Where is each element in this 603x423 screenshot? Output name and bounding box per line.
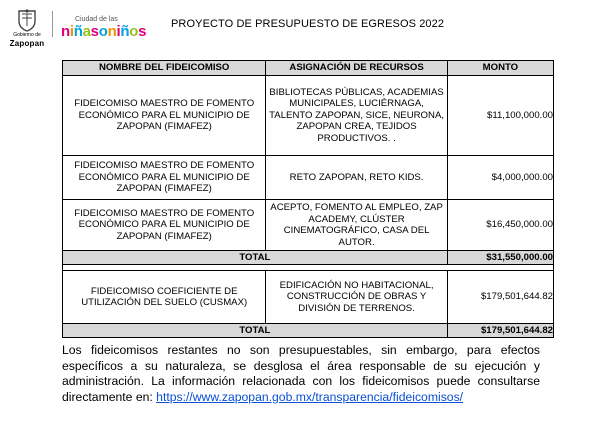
trust-name-cell: FIDEICOMISO COEFICIENTE DE UTILIZACIÓN DEL SUELO (CUSMAX) <box>63 271 266 324</box>
ciudad-ninos-logo <box>56 8 148 48</box>
header-amount: MONTO <box>447 61 553 76</box>
logo-letter: o <box>129 23 139 40</box>
logo-city-name: Zapopan <box>9 39 45 48</box>
trust-name-cell: FIDEICOMISO MAESTRO DE FOMENTO ECONÓMICO PARA EL MUNICIPIO DE ZAPOPAN (FIMAFEZ) <box>63 156 266 200</box>
zapopan-logo <box>6 8 48 52</box>
logo-letter: s <box>90 23 99 40</box>
amount-cell: $11,100,000.00 <box>447 76 553 156</box>
total-label: TOTAL <box>63 324 448 338</box>
logo-letter: n <box>107 23 117 40</box>
logo-letter: s <box>138 23 147 40</box>
header-trust-name: NOMBRE DEL FIDEICOMISO <box>63 61 266 76</box>
logo-divider <box>52 11 53 37</box>
header-allocation: ASIGNACIÓN DE RECURSOS <box>266 61 447 76</box>
amount-cell: $179,501,644.82 <box>447 271 553 324</box>
table-row <box>63 271 554 324</box>
total-row <box>63 324 554 338</box>
transparency-link[interactable]: https://www.zapopan.gob.mx/transparencia/fideicomisos/ <box>156 389 464 404</box>
table-header-row <box>63 61 554 76</box>
total-row <box>63 251 554 265</box>
total-amount: $31,550,000.00 <box>447 251 553 265</box>
document-title: PROYECTO DE PRESUPUESTO DE EGRESOS 2022 <box>171 18 445 30</box>
total-amount: $179,501,644.82 <box>447 324 553 338</box>
amount-cell: $4,000,000.00 <box>447 156 553 200</box>
footnote-paragraph <box>62 343 540 405</box>
allocation-cell: ACEPTO, FOMENTO AL EMPLEO, ZAP ACADEMY, CLÚSTER CINEMATOGRÁFICO, CASA DEL AUTOR. <box>266 200 447 251</box>
trust-budget-table <box>62 60 554 338</box>
allocation-cell: BIBLIOTECAS PÚBLICAS, ACADEMIAS MUNICIPALES, LUCIÉRNAGA, TALENTO ZAPOPAN, SICE, NEURONA, ZAPOPAN CREA, TEJIDOS PRODUCTIVOS. . <box>266 76 447 156</box>
logo-letter: ñ <box>73 23 83 40</box>
allocation-cell: RETO ZAPOPAN, RETO KIDS. <box>266 156 447 200</box>
footnote-text: Los fideicomisos restantes no son presupuestables, sin embargo, para efectos específicos a su naturaleza, se desglosa el área responsable de su ejecución y administración. La información relacionada con los fideicomisos puede consultarse directamente en: <box>62 343 540 404</box>
total-label: TOTAL <box>63 251 448 265</box>
ciudad-logo-top-text: Ciudad de las <box>75 16 118 23</box>
logo-letter: a <box>82 23 91 40</box>
logo-letter: n <box>61 23 70 40</box>
table-row <box>63 76 554 156</box>
amount-cell: $16,450,000.00 <box>447 200 553 251</box>
logo-letter: i <box>69 23 74 40</box>
logo-government-text: Gobierno de <box>13 32 41 38</box>
table-row <box>63 200 554 251</box>
trust-name-cell: FIDEICOMISO MAESTRO DE FOMENTO ECONÓMICO PARA EL MUNICIPIO DE ZAPOPAN (FIMAFEZ) <box>63 200 266 251</box>
ciudad-logo-word <box>61 23 146 40</box>
logo-letter: o <box>98 23 108 40</box>
logo-letter: ñ <box>120 23 130 40</box>
crest-icon <box>17 8 37 32</box>
trust-name-cell: FIDEICOMISO MAESTRO DE FOMENTO ECONÓMICO PARA EL MUNICIPIO DE ZAPOPAN (FIMAFEZ) <box>63 76 266 156</box>
allocation-cell: EDIFICACIÓN NO HABITACIONAL, CONSTRUCCIÓN DE OBRAS Y DIVISIÓN DE TERRENOS. <box>266 271 447 324</box>
table-row <box>63 156 554 200</box>
logo-letter: i <box>116 23 121 40</box>
